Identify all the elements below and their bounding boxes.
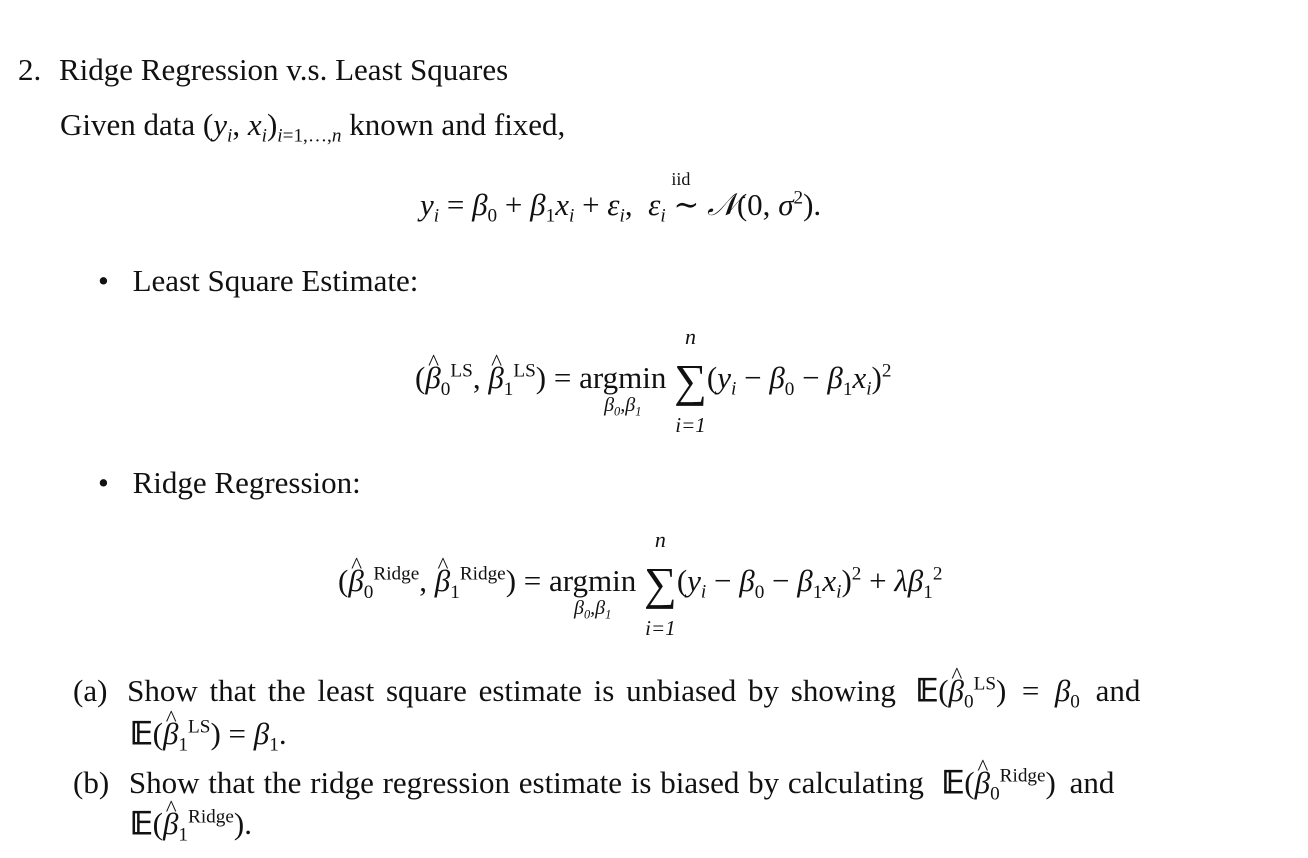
problem-heading bbox=[18, 52, 508, 88]
sum-lower: i=1 bbox=[675, 413, 706, 437]
part-a-and: and bbox=[1095, 673, 1141, 708]
argmin-ridge: argmin $\beta_0,\beta_1$ bbox=[549, 563, 637, 622]
part-a-math-1: 𝔼(^ $\beta_0^{LS}) = \beta_0$ bbox=[916, 673, 1080, 708]
bullet-dot: • bbox=[98, 263, 109, 298]
argmin-label: argmin bbox=[579, 360, 667, 396]
sum-ridge: n ∑ i=1 bbox=[644, 527, 677, 640]
part-b-math-1: 𝔼(^ $\beta_0^{Ridge}$) bbox=[942, 765, 1056, 800]
ridge-equation: (^ $\beta_0^{Ridge}$, ^ $\beta_1^{Ridge}) = argmin$ $\beta_0,\beta_1$ n ∑ i=1 $(y_i - \beta_0 - \beta_1x_i)^2 + \lambda\beta_1^2$ bbox=[338, 561, 942, 607]
ls-sup-a1: LS bbox=[188, 716, 211, 738]
given-line bbox=[60, 107, 565, 148]
sum-upper: n bbox=[685, 324, 696, 349]
given-prefix: Given data bbox=[60, 107, 196, 142]
part-a-text: Show that the least square estimate is unbiased by showing bbox=[127, 673, 896, 708]
given-data-expr: ($y_i$, $x_i)_{i=1,\dots,n}$ bbox=[202, 107, 342, 147]
ridge-sup-b0: Ridge bbox=[999, 765, 1046, 787]
part-b-line1 bbox=[73, 765, 1114, 806]
ridge-sup-1: Ridge bbox=[459, 563, 506, 585]
part-a-line1 bbox=[73, 673, 1140, 714]
part-b-text: Show that the ridge regression estimate is biased by calculating bbox=[128, 765, 924, 800]
bullet-dot: • bbox=[98, 465, 109, 500]
bullet-least-squares bbox=[98, 263, 418, 299]
problem-number: 2. bbox=[18, 52, 42, 87]
iid-tilde: iid ∼ bbox=[671, 169, 700, 222]
part-a-label: (a) bbox=[73, 673, 108, 708]
ridge-sup-0: Ridge bbox=[373, 563, 420, 585]
sum-upper: n bbox=[654, 527, 666, 552]
ls-sup-a0: LS bbox=[973, 673, 997, 695]
bullet-label: Ridge Regression: bbox=[132, 465, 361, 500]
ls-sup-0: LS bbox=[450, 360, 473, 382]
bullet-label: Least Square Estimate: bbox=[132, 263, 419, 298]
given-suffix: known and fixed, bbox=[349, 107, 566, 142]
bullet-ridge bbox=[98, 465, 361, 501]
problem-title: Ridge Regression v.s. Least Squares bbox=[59, 52, 509, 87]
iid-label: iid bbox=[671, 169, 691, 189]
sum-ls: n ∑ i=1 bbox=[674, 324, 707, 437]
argmin-ls: argmin $\beta_0,\beta_1$ bbox=[579, 360, 667, 419]
argmin-label: argmin bbox=[549, 563, 637, 599]
part-a-line2: 𝔼(^ $\beta_1^{LS}) = \beta_1$. bbox=[130, 716, 287, 757]
ls-equation: (^ $\beta_0^{LS}$, ^ $\beta_1^{LS}) = argmin$ $\beta_0,\beta_1$ n ∑ i=1 $(y_i - \beta_0 - \beta_1x_i)^2$ bbox=[415, 358, 891, 404]
part-b-line2: 𝔼(^ $\beta_1^{Ridge}$). bbox=[130, 806, 252, 847]
part-b-and: and bbox=[1069, 765, 1115, 800]
part-b-label: (b) bbox=[73, 765, 110, 800]
ridge-sup-b1: Ridge bbox=[188, 806, 234, 828]
ls-sup-1: LS bbox=[513, 360, 536, 382]
model-equation: $y_i = \beta_0 + \beta_1x_i + \varepsilon_i$, $\varepsilon_i$ iid ∼ 𝒩(0, $\sigma^2$). bbox=[420, 169, 822, 227]
sum-lower: i=1 bbox=[645, 616, 676, 640]
